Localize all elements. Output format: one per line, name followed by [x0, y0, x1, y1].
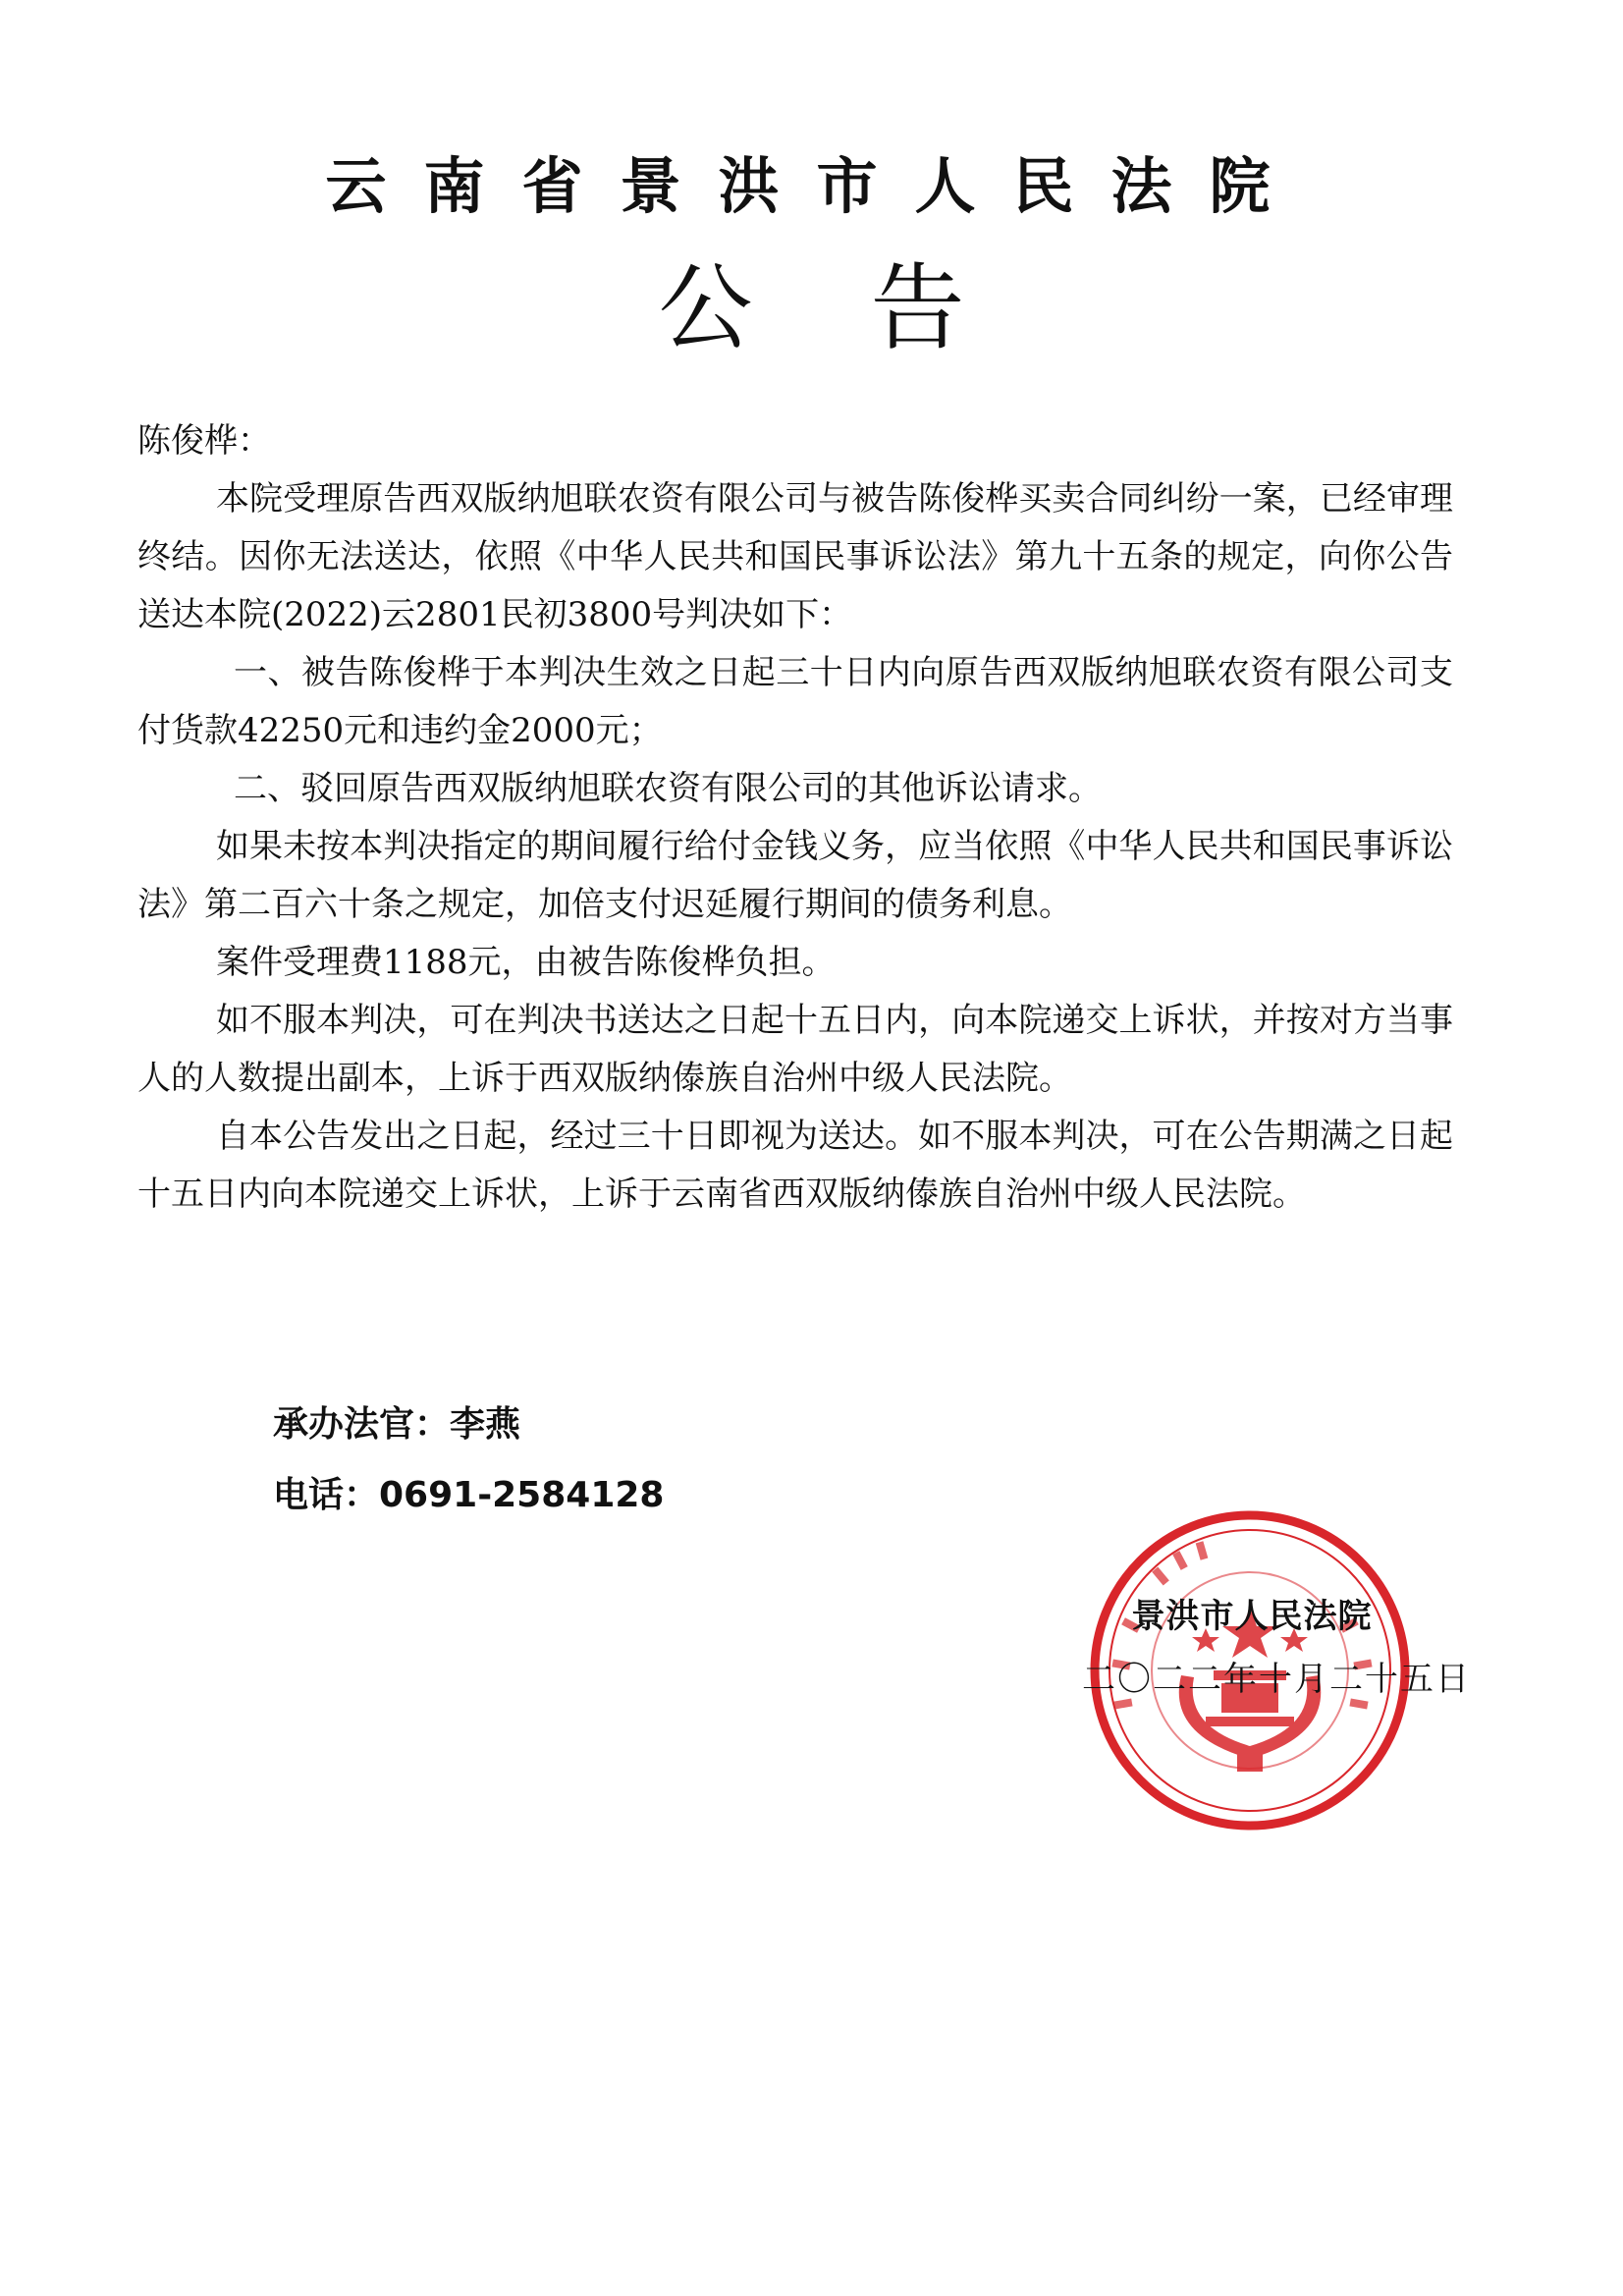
notice-body: [137, 412, 1453, 1224]
paragraph-appeal: 如不服本判决，可在判决书送达之日起十五日内，向本院递交上诉状，并按对方当事人的人数提出副本，上诉于西双版纳傣族自治州中级人民法院。: [137, 1001, 1453, 1098]
judgment-item-2: 二、驳回原告西双版纳旭联农资有限公司的其他诉讼请求。: [234, 769, 1102, 808]
judge-in-charge: 承办法官：李燕: [273, 1404, 521, 1445]
contact-phone: 电话：0691-2584128: [273, 1475, 665, 1515]
judgment-item-1: 一、被告陈俊桦于本判决生效之日起三十日内向原告西双版纳旭联农资有限公司支付货款42250元和违约金2000元；: [137, 653, 1453, 750]
signing-court: 景洪市人民法院: [1131, 1597, 1373, 1636]
paragraph-service-period: 自本公告发出之日起，经过三十日即视为送达。如不服本判决，可在公告期满之日起十五日内向本院递交上诉状，上诉于云南省西双版纳傣族自治州中级人民法院。: [137, 1117, 1453, 1214]
paragraph-case-intro: 本院受理原告西双版纳旭联农资有限公司与被告陈俊桦买卖合同纠纷一案，已经审理终结。因你无法送达，依照《中华人民共和国民事诉讼法》第九十五条的规定，向你公告送达本院(2022)云2801民初3800号判决如下：: [137, 479, 1453, 634]
document-title: 公告: [658, 253, 1083, 363]
addressee: 陈俊桦：: [137, 421, 271, 461]
paragraph-case-fee: 案件受理费1188元，由被告陈俊桦负担。: [216, 943, 836, 982]
paragraph-delay-interest: 如果未按本判决指定的期间履行给付金钱义务，应当依照《中华人民共和国民事诉讼法》第二百六十条之规定，加倍支付迟延履行期间的债务利息。: [137, 827, 1453, 924]
signing-date: 二〇二二年十月二十五日: [1082, 1660, 1471, 1699]
court-name-heading: 云南省景洪市人民法院: [325, 150, 1308, 222]
